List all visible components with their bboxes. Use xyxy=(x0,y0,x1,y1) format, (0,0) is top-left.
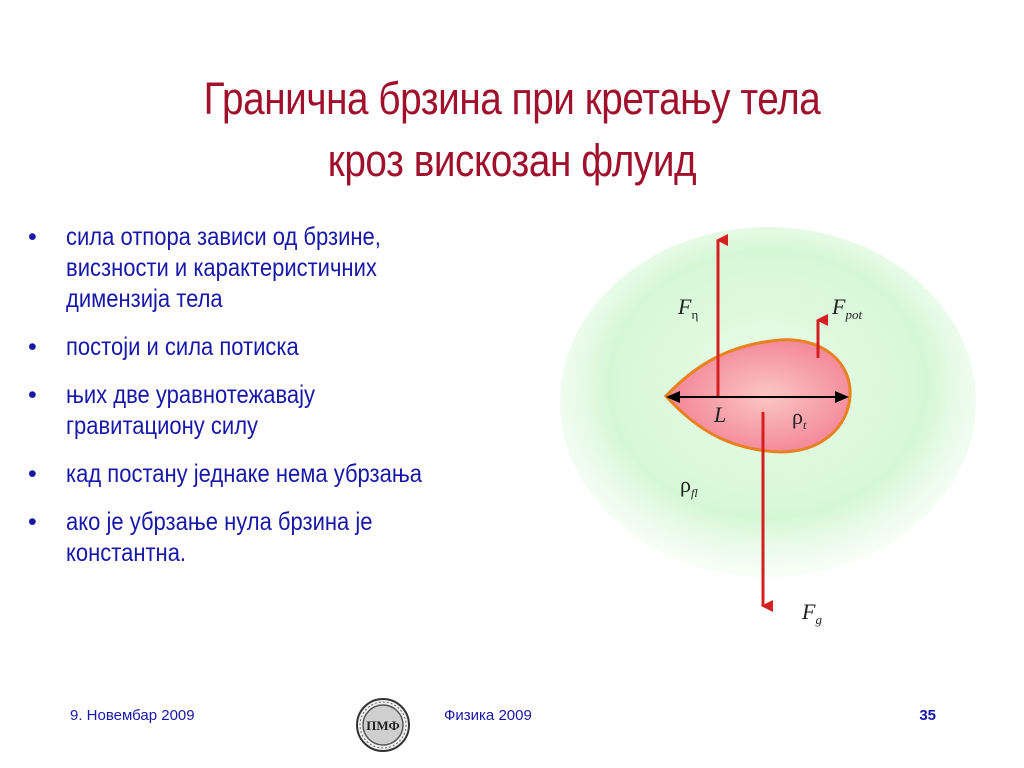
bullet-item xyxy=(26,507,586,569)
bullet-text: њих две уравнотежавају гравитациону силу xyxy=(66,381,316,440)
page-number: 35 xyxy=(919,707,936,724)
gravity-force-label: $F_g$ xyxy=(802,599,822,627)
buoyancy-force-label: $F_{pot}$ xyxy=(832,294,863,322)
bullet-marker: • xyxy=(28,333,37,361)
bullet-list xyxy=(26,222,586,586)
footer-date: 9. Новембар 2009 xyxy=(70,707,195,724)
bullet-marker: • xyxy=(28,223,37,251)
university-logo xyxy=(355,697,411,753)
bullet-marker: • xyxy=(28,381,37,409)
bullet-text: сила отпора зависи од брзине, висзности и карактеристичних димензија тела xyxy=(66,223,381,313)
bullet-text: ако је убрзање нула брзина је константна. xyxy=(66,508,373,567)
bullet-item xyxy=(26,380,586,442)
bullet-item xyxy=(26,332,586,363)
body-density-label: $\rho_t$ xyxy=(792,404,807,432)
length-label: L xyxy=(714,402,727,427)
slide-title-line-2: кроз вискозан флуид xyxy=(327,135,697,186)
svg-text:ПМФ: ПМФ xyxy=(366,718,400,733)
viscous-fluid-diagram xyxy=(560,222,990,642)
fluid-density-label: $\rho_{fl}$ xyxy=(680,472,698,500)
bullet-item xyxy=(26,222,586,315)
slide-title xyxy=(123,68,900,192)
footer-course: Физика 2009 xyxy=(444,707,532,724)
slide-title-line-1: Гранична брзина при кретању тела xyxy=(203,73,821,124)
bullet-text: кад постану једнаке нема убрзања xyxy=(66,460,422,488)
bullet-text: постоји и сила потиска xyxy=(66,333,299,361)
bullet-item xyxy=(26,459,586,490)
drag-force-label: $F_\eta$ xyxy=(678,294,699,322)
bullet-marker: • xyxy=(28,508,37,536)
bullet-marker: • xyxy=(28,460,37,488)
